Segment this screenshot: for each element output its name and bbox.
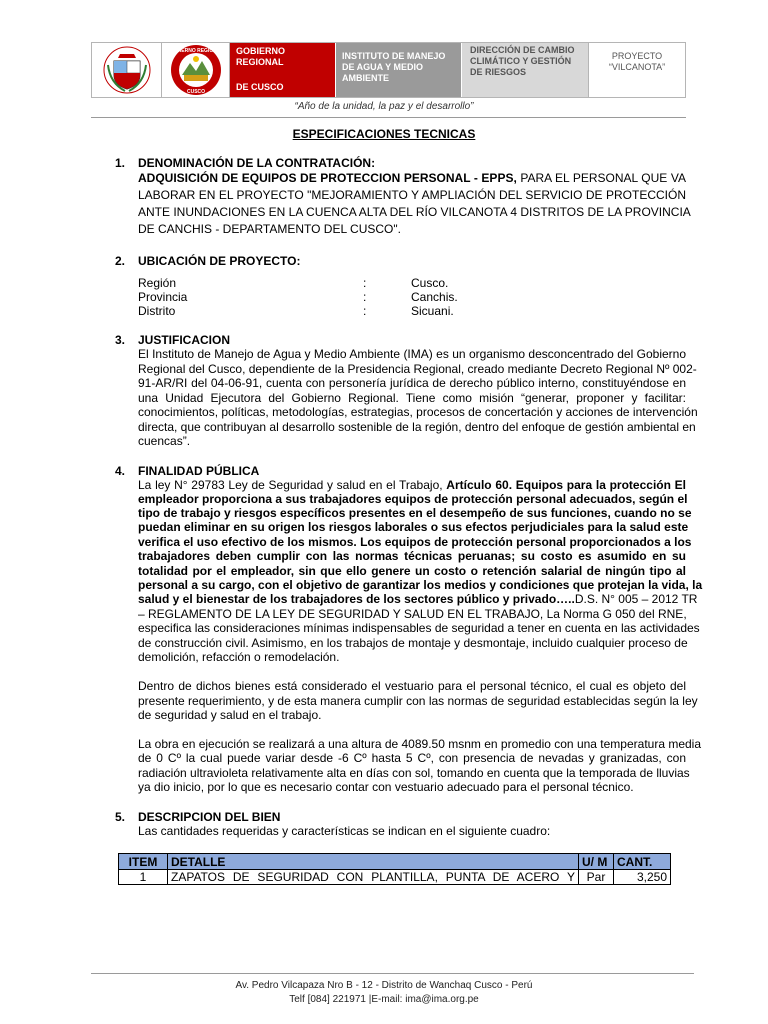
paragraph-line: El Instituto de Manejo de Agua y Medio Ambiente (IMA) es un organismo desconcentrado del Gobierno: [138, 347, 686, 361]
peru-coat-of-arms-logo: [92, 43, 162, 97]
section-4-number: 4.: [115, 464, 126, 478]
footer-contact: Telf [084] 221971 |E-mail: ima@ima.org.pe: [289, 994, 479, 1005]
section-2-number: 2.: [115, 254, 126, 268]
paragraph-line: presente requerimiento, y de esta manera cumplir con las normas de seguridad establecidas según la ley: [138, 694, 698, 708]
items-table: [118, 853, 671, 885]
location-value: Sicuani.: [411, 304, 454, 318]
paragraph-line: demolición, refacción o remodelación.: [138, 650, 340, 664]
paragraph-line: radiación ultravioleta relativamente alta en días con sol, tomando en cuenta que la temporada de lluvias: [138, 766, 690, 780]
paragraph-line: ya dio inicio, por lo que es necesario contar con vestuario adecuado para el personal técnico.: [138, 780, 634, 794]
table-row: [119, 870, 671, 885]
footer-address: Av. Pedro Vilcapaza Nro B - 12 - Distrito de Wanchaq Cusco - Perú: [235, 980, 533, 991]
cell-um: Par: [579, 870, 614, 885]
paragraph-line: directa, que contribuyan al desarrollo sostenible de la región, dentro del enfoque de gestión ambiental en: [138, 420, 696, 434]
col-header-cant: CANT.: [614, 854, 671, 870]
location-separator: :: [363, 290, 367, 304]
paragraph-line: cuencas”.: [138, 434, 191, 448]
section-5-intro: Las cantidades requeridas y características se indican en el siguiente cuadro:: [138, 824, 551, 838]
section-3-heading: JUSTIFICACION: [138, 333, 231, 347]
section-5-heading: DESCRIPCION DEL BIEN: [138, 810, 281, 824]
paragraph-line: conocimientos, políticas, metodologías, estrategias, procesos de concertación y acciones de intervención: [138, 405, 698, 419]
section-4-heading: FINALIDAD PÚBLICA: [138, 464, 260, 478]
paragraph-line: La obra en ejecución se realizará a una altura de 4089.50 msnm en promedio con una temperatura media: [138, 737, 702, 751]
col-header-um: U/ M: [579, 854, 614, 870]
location-separator: :: [363, 304, 367, 318]
paragraph-line: 91-AR/RI del 04-06-91, cuenta con personería jurídica de derecho público interno, constituyéndose en: [138, 376, 686, 390]
paragraph-line: de seguridad y salud en el trabajo.: [138, 708, 322, 722]
section-1-line: ANTE INUNDACIONES EN LA CUENCA ALTA DEL RÍO VILCANOTA 4 DISTRITOS DE LA PROVINCIA: [138, 205, 691, 219]
section-1-line: ADQUISICIÓN DE EQUIPOS DE PROTECCION PERSONAL - EPPS, PARA EL PERSONAL QUE VA: [138, 171, 686, 185]
letterhead: [91, 42, 686, 98]
motto: “Año de la unidad, la paz y el desarrollo”: [294, 101, 474, 112]
gobierno-line1: GOBIERNO REGIONAL: [236, 46, 286, 67]
proyecto-line1: PROYECTO: [611, 51, 663, 61]
gobierno-regional-cell: [230, 43, 336, 97]
paragraph-line: puedan eliminar en su origen los riesgos laborales o sus efectos perjudiciales para la salud este: [138, 520, 689, 534]
proyecto-cell: [589, 43, 685, 97]
section-2-heading: UBICACIÓN DE PROYECTO:: [138, 254, 301, 268]
location-separator: :: [363, 276, 367, 290]
paragraph-line: Regional del Cusco, dependiente de la Presidencia Regional, creado mediante Decreto Regional Nº 002-: [138, 362, 697, 376]
table-header-row: [119, 854, 671, 870]
paragraph-line: trabajadores deben cumplir con las normas técnicas peruanas; su costo es asumido en su: [138, 549, 686, 563]
location-label: Provincia: [138, 290, 188, 304]
gobierno-line2: DE CUSCO: [236, 82, 284, 92]
col-header-item: ITEM: [119, 854, 168, 870]
section-5-number: 5.: [115, 810, 126, 824]
footer-divider: [91, 973, 694, 974]
section-3-number: 3.: [115, 333, 126, 347]
svg-text:GOBIERNO REGIONAL: GOBIERNO REGIONAL: [168, 48, 224, 54]
paragraph-line: salud y el bienestar de los trabajadores de los sectores público y privado…..D.S. N° 005 – 2012 TR: [138, 592, 698, 606]
header-divider: [91, 117, 686, 118]
section-1-line: LABORAR EN EL PROYECTO "MEJORAMIENTO Y AMPLIACIÓN DEL SERVICIO DE PROTECCIÓN: [138, 188, 686, 202]
paragraph-line: totalidad por el empleador, sin que ello genere un costo o retención salarial de ningún tipo al: [138, 564, 686, 578]
cell-cant: 3,250: [614, 870, 671, 885]
location-value: Canchis.: [411, 290, 458, 304]
page-title: ESPECIFICACIONES TECNICAS: [292, 127, 476, 141]
paragraph-line: tipo de trabajo y riesgos específicos presentes en el desempeño de sus funciones, cuando no se: [138, 506, 692, 520]
location-value: Cusco.: [411, 276, 449, 290]
paragraph-line: de 0 Cº la cual puede variar desde -6 Cº hasta 5 Cº, con presencia de nevadas y granizadas, con: [138, 751, 686, 765]
section-1-heading: DENOMINACIÓN DE LA CONTRATACIÓN:: [138, 156, 376, 170]
cell-item: 1: [119, 870, 168, 885]
paragraph-line: de construcción civil. Asimismo, en los trabajos de montaje y desmontaje, incluido cualquier proceso de: [138, 636, 688, 650]
svg-text:CUSCO: CUSCO: [186, 89, 206, 95]
paragraph-line: empleador proporciona a sus trabajadores equipos de protección personal adecuados, según el: [138, 492, 688, 506]
paragraph-line: especifica las consideraciones mínimas indispensables de seguridad a tener en cuenta en las actividades: [138, 621, 700, 635]
location-label: Región: [138, 276, 177, 290]
paragraph-line: una Unidad Ejecutora del Gobierno Regional. Tiene como misión “generar, proponer y facilitar:: [138, 391, 686, 405]
proyecto-line2: “VILCANOTA”: [608, 62, 666, 72]
cell-detalle: ZAPATOS DE SEGURIDAD CON PLANTILLA, PUNTA DE ACERO Y: [168, 870, 579, 885]
location-label: Distrito: [138, 304, 176, 318]
gobierno-regional-cusco-logo: [162, 43, 230, 97]
direccion-cell: DIRECCIÓN DE CAMBIO CLIMÁTICO Y GESTIÓN DE RIESGOS: [462, 43, 589, 97]
col-header-detalle: DETALLE: [168, 854, 579, 870]
paragraph-line: – REGLAMENTO DE LA LEY DE SEGURIDAD Y SALUD EN EL TRABAJO, La Norma G 050 del RNE,: [138, 607, 687, 621]
paragraph-line: Dentro de dichos bienes está considerado el vestuario para el personal técnico, el cual es objeto del: [138, 679, 686, 693]
instituto-cell: INSTITUTO DE MANEJO DE AGUA Y MEDIO AMBIENTE: [336, 43, 462, 97]
section-1-number: 1.: [115, 156, 126, 170]
paragraph-line: verifica el uso efectivo de los mismos. Los equipos de protección personal proporcionados a los: [138, 535, 692, 549]
paragraph-line: La ley N° 29783 Ley de Seguridad y salud en el Trabajo, Artículo 60. Equipos para la protección El: [138, 478, 686, 492]
paragraph-line: personal a su cargo, con el objetivo de garantizar los medios y condiciones que protejan la vida, la: [138, 578, 703, 592]
section-1-line: DE CANCHIS - DEPARTAMENTO DEL CUSCO".: [138, 222, 401, 236]
